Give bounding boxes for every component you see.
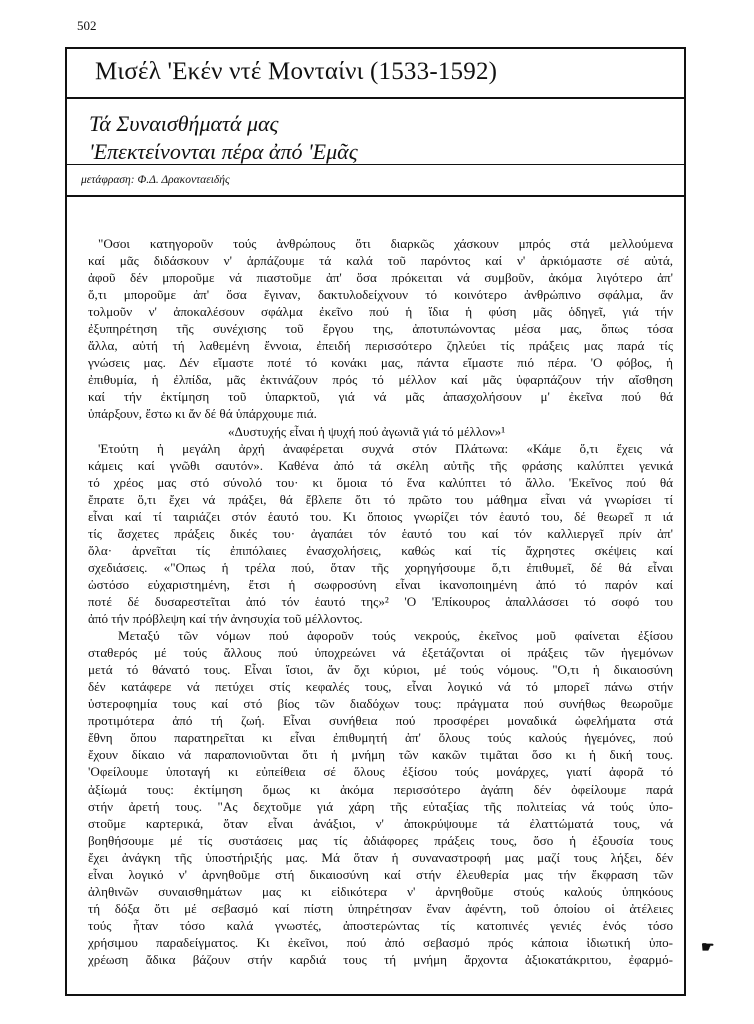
body-line: 'Ετούτη ἡ μεγάλη ἀρχή ἀναφέρεται συχνά στόν Πλάτωνα: «Κάμε ὅ,τι ἔχεις νά xyxy=(98,440,673,456)
body-line: "Οσοι κατηγοροῦν τούς ἀνθρώπους ὅτι διαρκῶς χάσκουν μπρός στά μελλούμενα xyxy=(98,236,673,251)
body-line: ὑστεροφημία τους καί στό βίος τῶν διαδόχων τους: πράγματα πού συνήθως θεωροῦμε xyxy=(88,696,673,712)
body-line: εἶναι καί τί ταιριάζει στόν ἑαυτό του. Κι ὅποιος γνωρίζει τόν ἑαυτό του, δέ θεωρεῖ π ιά xyxy=(88,508,673,524)
body-line: χρήσιμου παραδείγματος. Κι ἐκεῖνοι, πού ἀπό σεβασμό πρός κάποια ἰδιωτική ὑπο- xyxy=(88,934,673,950)
body-line: ὑπάρξουν, ἔστω κι ἄν δέ θά ὑπάρχουμε πιά. xyxy=(88,406,317,422)
body-line: ἄλλα, αὐτή τή λαθεμένη ἔννοια, ἐπειδή περισσότερο ζηλεύει τίς πράξεις μας παρά τίς xyxy=(88,338,673,354)
body-line: προτιμότερα ἀπό τή ζωή. Εἶναι συνήθεια πού προσφέρει μοναδικά ὠφελήματα στά xyxy=(88,713,673,729)
body-line: ποτέ δέ δυσαρεστεῖται ἀπό τόν ἑαυτό της»² 'Ο 'Επίκουρος ἀπαλλάσσει τό σοφό του xyxy=(88,593,673,609)
body-line: ὅλα· ἀρνεῖται τίς ἐπιπόλαιες ἐνασχολήσεις, καθώς καί τίς ἄχρηστες σκέψεις καί xyxy=(88,542,673,558)
body-line: ἔθνη ὅπου παρατηρεῖται κι εἶναι ἐπιθυμητή ἀπ' ὅλους τούς καλούς ἡγεμόνες, πού xyxy=(88,730,673,746)
body-line: 'Οφείλουμε ὑποταγή κι εὐπείθεια σέ ὅλους ἐξίσου τούς μονάρχες, γιατί ἀφορᾶ τό xyxy=(88,764,673,780)
body-line: γνώσεις μας. Δέν εἴμαστε ποτέ τό κονάκι μας, πάντα εἴμαστε πιό πέρα. 'Ο φόβος, ἡ xyxy=(88,355,673,371)
body-line: σταθερός μέ τούς ἄλλους πού ὑποχρεώνει νά ἐξετάζονται οἱ πράξεις τῶν ἡγεμόνων xyxy=(88,645,673,661)
body-line: ὡστόσο εὐχαριστημένη, ἔτσι ἡ σωφροσύνη εἶναι ἱκανοποιημένη ἀπό τό παρόν καί xyxy=(88,576,673,592)
body-line: ἔχει ἀνάγκη τῆς ὑποστήριξής μας. Μά ὅταν ἡ συναναστροφή μας μαζί τους λήξει, δέν xyxy=(88,849,673,865)
body-line: στοῦμε καρτερικά, ὅταν εἶναι ἀνάξιοι, ν' ἀποκρύψουμε τά ἐλαττώματά τους, νά xyxy=(88,815,673,831)
body-line: καί τήν ἐκτίμηση τοῦ ὑπαρκτοῦ, γιά νά μᾶς ἀπασχολήσουν μ' ἐκεῖνα πού θά xyxy=(88,389,673,405)
body-line: τό χρέος μας στό σύνολό του· κι ὅμοια τό ἕνα καλύπτει τό ἄλλο. 'Εκεῖνος πού θά xyxy=(88,474,673,490)
body-line: εἶναι λογικό ν' ἀρνηθοῦμε στή δικαιοσύνη καί στήν ἐλευθερία μας τήν ἔκφραση τῶν xyxy=(88,866,673,882)
body-line: κάμεις καί γνῶθι σαυτόν». Καθένα ἀπό τά σκέλη αὐτῆς τῆς φράσης καλύπτει γενικά xyxy=(88,457,673,473)
body-line: ἔπρατε ὅ,τι ἔχει νά πράξει, θά ἔβλεπε ὅτι τό πρῶτο του μάθημα εἶναι νά γνωρίσει τί xyxy=(88,491,673,507)
body-line: δέν κατάφερε νά πετύχει στίς κεφαλές τους, εἶναι λογικό νά τό μπορεῖ πάνω στήν xyxy=(88,679,673,695)
body-line: ἐπιθυμία, ἡ ἐλπίδα, μᾶς ἐκτινάζουν πρός τό μέλλον καί μᾶς ὑφαρπάζουν τήν αἴσθηση xyxy=(88,372,673,388)
pointing-hand-icon: ☛ xyxy=(701,938,715,956)
epigraph-quote: «Δυστυχής εἶναι ἡ ψυχή πού ἀγωνιᾶ γιά τό μέλλον»¹ xyxy=(228,423,506,439)
body-line: ἔχουν δίκαιο νά παραπονιοῦνται ὅτι ἡ μνήμη τῶν κακῶν τιμᾶται ὅσο κι ἡ δική τους. xyxy=(88,747,673,763)
body-line: βοηθήσουμε μέ τίς συστάσεις μας τίς ἀδιάφορες πράξεις τους, ὅσο ἡ ἐξουσία τους xyxy=(88,832,673,848)
article-body xyxy=(88,235,673,968)
body-line: ἀξίωμά τους: ἐκτίμηση ὅμως κι ἀκόμα περισσότερο ἀγάπη δέν ὀφείλουμε παρά xyxy=(88,781,673,797)
body-line: μετά τό θάνατό τους. Εἶναι ἴσιοι, ἄν ὄχι κύριοι, μέ τούς νόμους. "Ο,τι ἡ δικαιοσύνη xyxy=(88,662,673,678)
body-line: καί μᾶς διδάσκουν ν' ἁρπάζουμε τά καλά τοῦ παρόντος καί ν' ἀρκιόμαστε σέ αὐτά, xyxy=(88,253,673,269)
body-line: χρέωση ἄδικα βάζουν στήν καρδιά τους τή μνήμη ἄρχοντα ἀξιοκατάκριτου, ἐφαρμό- xyxy=(88,951,673,967)
article-subtitle-line-1: Τά Συναισθήματά μας xyxy=(89,111,279,136)
translator-credit: μετάφραση: Φ.Δ. Δρακονταειδής xyxy=(81,174,230,186)
body-line: τολμοῦν ν' ἀποκαλέσουν σφάλμα ἐκεῖνο πού ἡ ἴδια ἡ φύση μᾶς ὁδηγεῖ, γιά τήν xyxy=(88,304,673,320)
body-line: ὅ,τι μποροῦμε ἀπ' ὅσα ἔγιναν, δακτυλοδείχνουν τό κοινότερο ἀνθρώπινο σφάλμα, ἄν xyxy=(88,287,673,303)
body-line: σχεδιάσεις. «"Οπως ἡ τρέλα πού, ὅταν τῆς χορηγήσουμε ὅ,τι ἐπιθυμεῖ, δέ θά εἶναι xyxy=(88,559,673,575)
body-line: ἐξυπηρέτηση τῆς συνέχισης τοῦ ἔργου της, ἀποτυπώνοντας μέσα μας, ὅπως τόσα xyxy=(88,321,673,337)
article-title: Μισέλ 'Εκέν ντέ Μονταίνι (1533-1592) xyxy=(95,58,498,85)
body-line: ἀληθινῶν συναισθημάτων μας κι εἰδικότερα ν' ἀρνηθοῦμε στούς καλούς ὑπηκόους xyxy=(88,883,673,899)
page-number: 502 xyxy=(77,18,97,33)
article-subtitle-line-2: 'Επεκτείνονται πέρα ἀπό 'Εμᾶς xyxy=(89,139,358,164)
body-line: ἀφοῦ δέν μποροῦμε νά πιαστοῦμε ἀπ' ὅσα πρόκειται νά συμβοῦν, ἀκόμα λιγότερο ἀπ' xyxy=(88,270,673,286)
body-line: τή δόξα ὅτι μέ σεβασμό καί πίστη ὑπηρέτησαν ἕναν ἀφέντη, τοῦ ὁποίου οἱ ἀτέλειες xyxy=(88,900,673,916)
body-line: στήν ἀρετή τους. "Ας δεχτοῦμε γιά χάρη τῆς εὐταξίας τῆς πολιτείας νά τούς ὑπο- xyxy=(88,798,673,814)
body-line: τίς ἄσχετες πράξεις δικές του· ἀγαπάει τόν ἑαυτό του καί τόν καλλιεργεῖ πρίν ἀπ' xyxy=(88,525,673,541)
body-line: τούς ἦταν τόσο καλά γνωστές, ἀποστερώντας τίς κατοπινές γενιές ἑνός τόσο xyxy=(88,917,673,933)
body-line: ἀπό τήν πρόβλεψη καί τήν ἀνησυχία τοῦ μέλλοντος. xyxy=(88,611,363,627)
body-line: Μεταξύ τῶν νόμων πού ἀφοροῦν τούς νεκρούς, ἐκεῖνος μοῦ φαίνεται ἐξίσου xyxy=(118,628,673,644)
